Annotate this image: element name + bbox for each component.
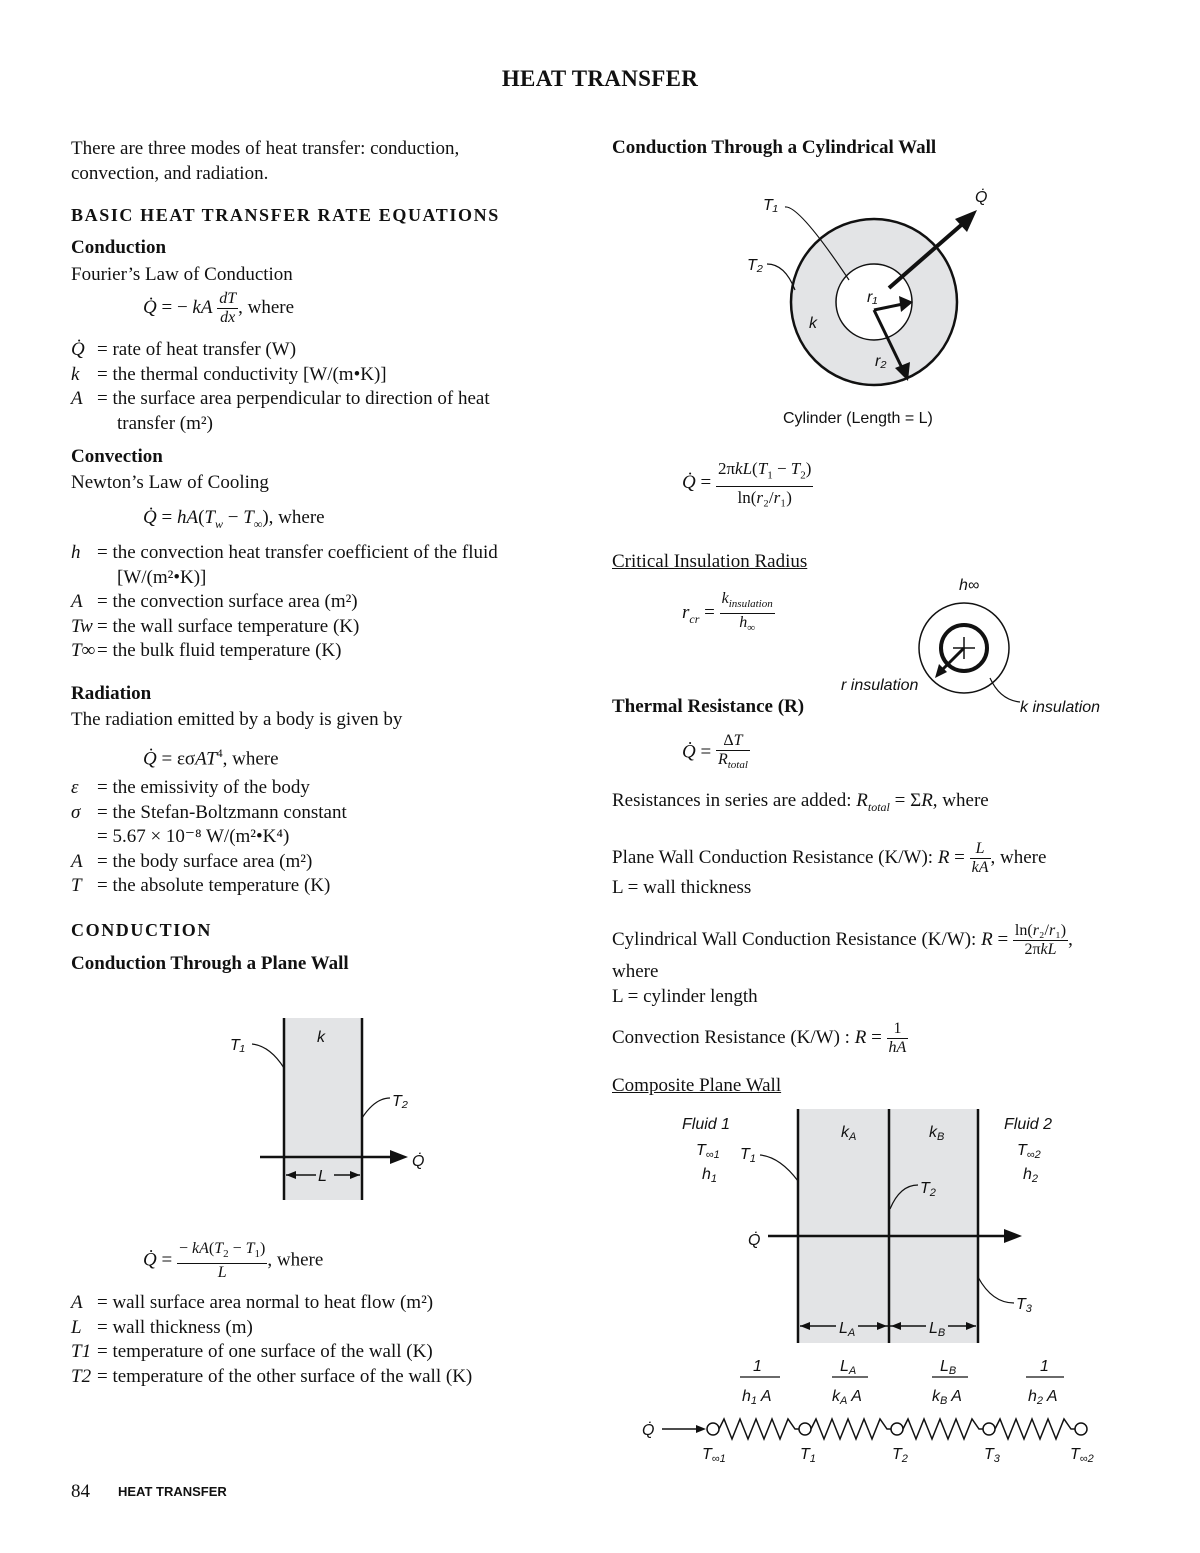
label-k: k: [317, 1029, 325, 1046]
radiation-definitions: [71, 776, 347, 899]
cylindrical-resistance-where: where: [612, 961, 659, 982]
plane-resistance-line: Plane Wall Conduction Resistance (K/W): R = $\frac{L}{kA}$ , where: [612, 840, 1047, 876]
radiation-heading: Radiation: [71, 683, 152, 704]
svg-text:LB: LB: [940, 1358, 957, 1377]
label-Qdot-network: Q̇: [642, 1422, 655, 1439]
cylindrical-resistance-line: Cylindrical Wall Conduction Resistance (K/W): R = $\frac{\text{ln(r₂/r₁)}}{\text{2πkL}}$ ,: [612, 922, 1073, 958]
svg-text:h2 A: h2 A: [1028, 1388, 1058, 1407]
cylindrical-wall-heading: Conduction Through a Cylindrical Wall: [612, 137, 937, 158]
label-LB: LB: [929, 1320, 946, 1339]
cylinder-caption: Cylinder (Length = L): [783, 410, 933, 427]
composite-wall-diagram: [640, 1105, 1110, 1465]
def-row: transfer (m²): [117, 412, 213, 434]
label-k-insulation: k insulation: [1020, 699, 1101, 716]
thermal-resistance-equation: Q̇ = $\frac{\Delta T}{R_{total}}$: [682, 732, 748, 772]
convection-heading: Convection: [71, 446, 163, 467]
def-row: Tw = the wall surface temperature (K): [71, 615, 360, 637]
plane-resistance-L: L = wall thickness: [612, 877, 752, 898]
label-k-cyl: k: [809, 315, 817, 332]
def-row: k = the thermal conductivity [W/(m•K)]: [71, 363, 387, 385]
label-T2: T₂: [392, 1093, 408, 1110]
label-T1: T₁: [230, 1037, 245, 1054]
def-row: h = the convection heat transfer coefficient of the fluid: [71, 542, 498, 563]
def-row: [W/(m²•K)]: [117, 566, 207, 588]
label-Qdot: Q̇: [412, 1153, 425, 1170]
def-row: A = the surface area perpendicular to direction of heat: [71, 388, 490, 409]
label-T1-comp: T1: [740, 1146, 756, 1165]
def-row: T∞= the bulk fluid temperature (K): [71, 640, 342, 661]
svg-text:T∞2: T∞2: [1070, 1446, 1094, 1465]
critical-insulation-heading: Critical Insulation Radius: [612, 551, 808, 572]
svg-text:T∞1: T∞1: [696, 1142, 720, 1161]
plane-wall-definitions: [71, 1291, 472, 1389]
label-kA: kA: [841, 1124, 857, 1143]
critical-radius-equation: $r_{cr}$ = $\frac{k_{insulation}}{h_\infty}$: [682, 590, 773, 635]
def-row: T2 = temperature of the other surface of the wall (K): [71, 1365, 473, 1387]
fourier-law-label: Fourier’s Law of Conduction: [71, 264, 293, 285]
svg-text:1: 1: [1040, 1358, 1049, 1375]
label-T2-cyl: T₂: [747, 257, 763, 274]
label-r2: r₂: [875, 353, 887, 370]
conduction-heading: Conduction: [71, 237, 167, 258]
resistance-network: [707, 1419, 1087, 1439]
cylindrical-resistance-L: L = cylinder length: [612, 986, 758, 1007]
svg-text:kB A: kB A: [932, 1388, 962, 1407]
series-resistance-line: Resistances in series are added: $R_{total} = \Sigma R$, where: [612, 790, 989, 814]
radiation-intro: The radiation emitted by a body is given by: [71, 709, 403, 730]
label-r-insulation: r insulation: [841, 677, 919, 694]
newton-equation: Q̇ = $hA(T_w - T_\infty)$, where: [143, 507, 325, 531]
intro-line-1: There are three modes of heat transfer: conduction,: [71, 138, 460, 159]
label-T3-comp: T3: [1016, 1296, 1032, 1315]
cylinder-equation: Q̇ = $\frac{2\pi kL(T_1 - T_2)}{\text{ln(r₂/r₁)}}$: [682, 459, 812, 508]
def-row: Q̇ = rate of heat transfer (W): [71, 339, 297, 360]
convection-resistance-line: Convection Resistance (K/W) : R = $\frac{1}{hA}$: [612, 1020, 907, 1056]
intro-line-2: convection, and radiation.: [71, 163, 269, 184]
footer-running-title: HEAT TRANSFER: [118, 1484, 227, 1499]
plane-wall-diagram: [220, 1010, 440, 1210]
thermal-resistance-heading: Thermal Resistance (R): [612, 696, 805, 717]
cylinder-diagram: [747, 180, 1015, 410]
plane-wall-heading: Conduction Through a Plane Wall: [71, 953, 349, 974]
label-Qdot-cyl: Q̇: [975, 189, 988, 206]
label-fluid2: Fluid 2: [1004, 1116, 1053, 1133]
label-Qdot-comp: Q̇: [748, 1232, 761, 1249]
def-row: A = the convection surface area (m²): [71, 591, 358, 612]
def-row: ε = the emissivity of the body: [71, 777, 310, 798]
fourier-equation: Q̇ = − kA $\frac{dT}{dx}$ , where: [143, 290, 295, 326]
insulation-diagram: [835, 570, 1115, 720]
def-row: σ = the Stefan-Boltzmann constant: [71, 801, 347, 823]
resistance-fractions: [740, 1358, 1064, 1407]
newton-law-label: Newton’s Law of Cooling: [71, 472, 269, 493]
page-title: HEAT TRANSFER: [501, 66, 699, 91]
basic-equations-heading: BASIC HEAT TRANSFER RATE EQUATIONS: [71, 205, 500, 225]
svg-text:1: 1: [753, 1358, 762, 1375]
label-h-inf: h∞: [959, 577, 980, 594]
heat-flow-arrowhead: [390, 1150, 408, 1164]
svg-text:h1: h1: [702, 1166, 718, 1185]
svg-text:LA: LA: [840, 1358, 857, 1377]
svg-text:h2: h2: [1023, 1166, 1039, 1185]
label-T1-cyl: T₁: [763, 197, 778, 214]
plane-wall-equation: Q̇ = $\frac{- kA(T_2 - T_1)}{L}$ , where: [143, 1240, 324, 1282]
svg-text:h1 A: h1 A: [742, 1388, 772, 1407]
def-row: T1 = temperature of one surface of the wall (K): [71, 1341, 433, 1362]
composite-wall-heading: Composite Plane Wall: [612, 1075, 782, 1096]
def-row: A = wall surface area normal to heat flow (m²): [71, 1292, 434, 1313]
def-row: T = the absolute temperature (K): [71, 875, 331, 896]
label-L: L: [318, 1168, 327, 1185]
svg-text:T∞2: T∞2: [1017, 1142, 1041, 1161]
svg-text:T3: T3: [984, 1446, 1000, 1465]
radiation-equation: Q̇ = εσAT$^4$, where: [143, 746, 279, 770]
svg-text:T1: T1: [800, 1446, 816, 1465]
conduction-definitions: [71, 338, 490, 436]
label-LA: LA: [839, 1320, 856, 1339]
label-r1: r₁: [867, 289, 878, 306]
def-row: A = the body surface area (m²): [71, 850, 313, 872]
def-row: = 5.67 × 10⁻⁸ W/(m²•K⁴): [97, 826, 290, 847]
svg-text:kA A: kA A: [832, 1388, 862, 1407]
svg-text:T2: T2: [892, 1446, 908, 1465]
page-number: 84: [71, 1481, 90, 1502]
label-fluid1: Fluid 1: [682, 1116, 731, 1133]
label-T2-comp: T2: [920, 1180, 936, 1199]
svg-text:T∞1: T∞1: [702, 1446, 726, 1465]
def-row: L = wall thickness (m): [71, 1316, 253, 1338]
conduction-section-heading: CONDUCTION: [71, 920, 213, 940]
convection-definitions: [71, 541, 498, 664]
label-kB: kB: [929, 1124, 945, 1143]
